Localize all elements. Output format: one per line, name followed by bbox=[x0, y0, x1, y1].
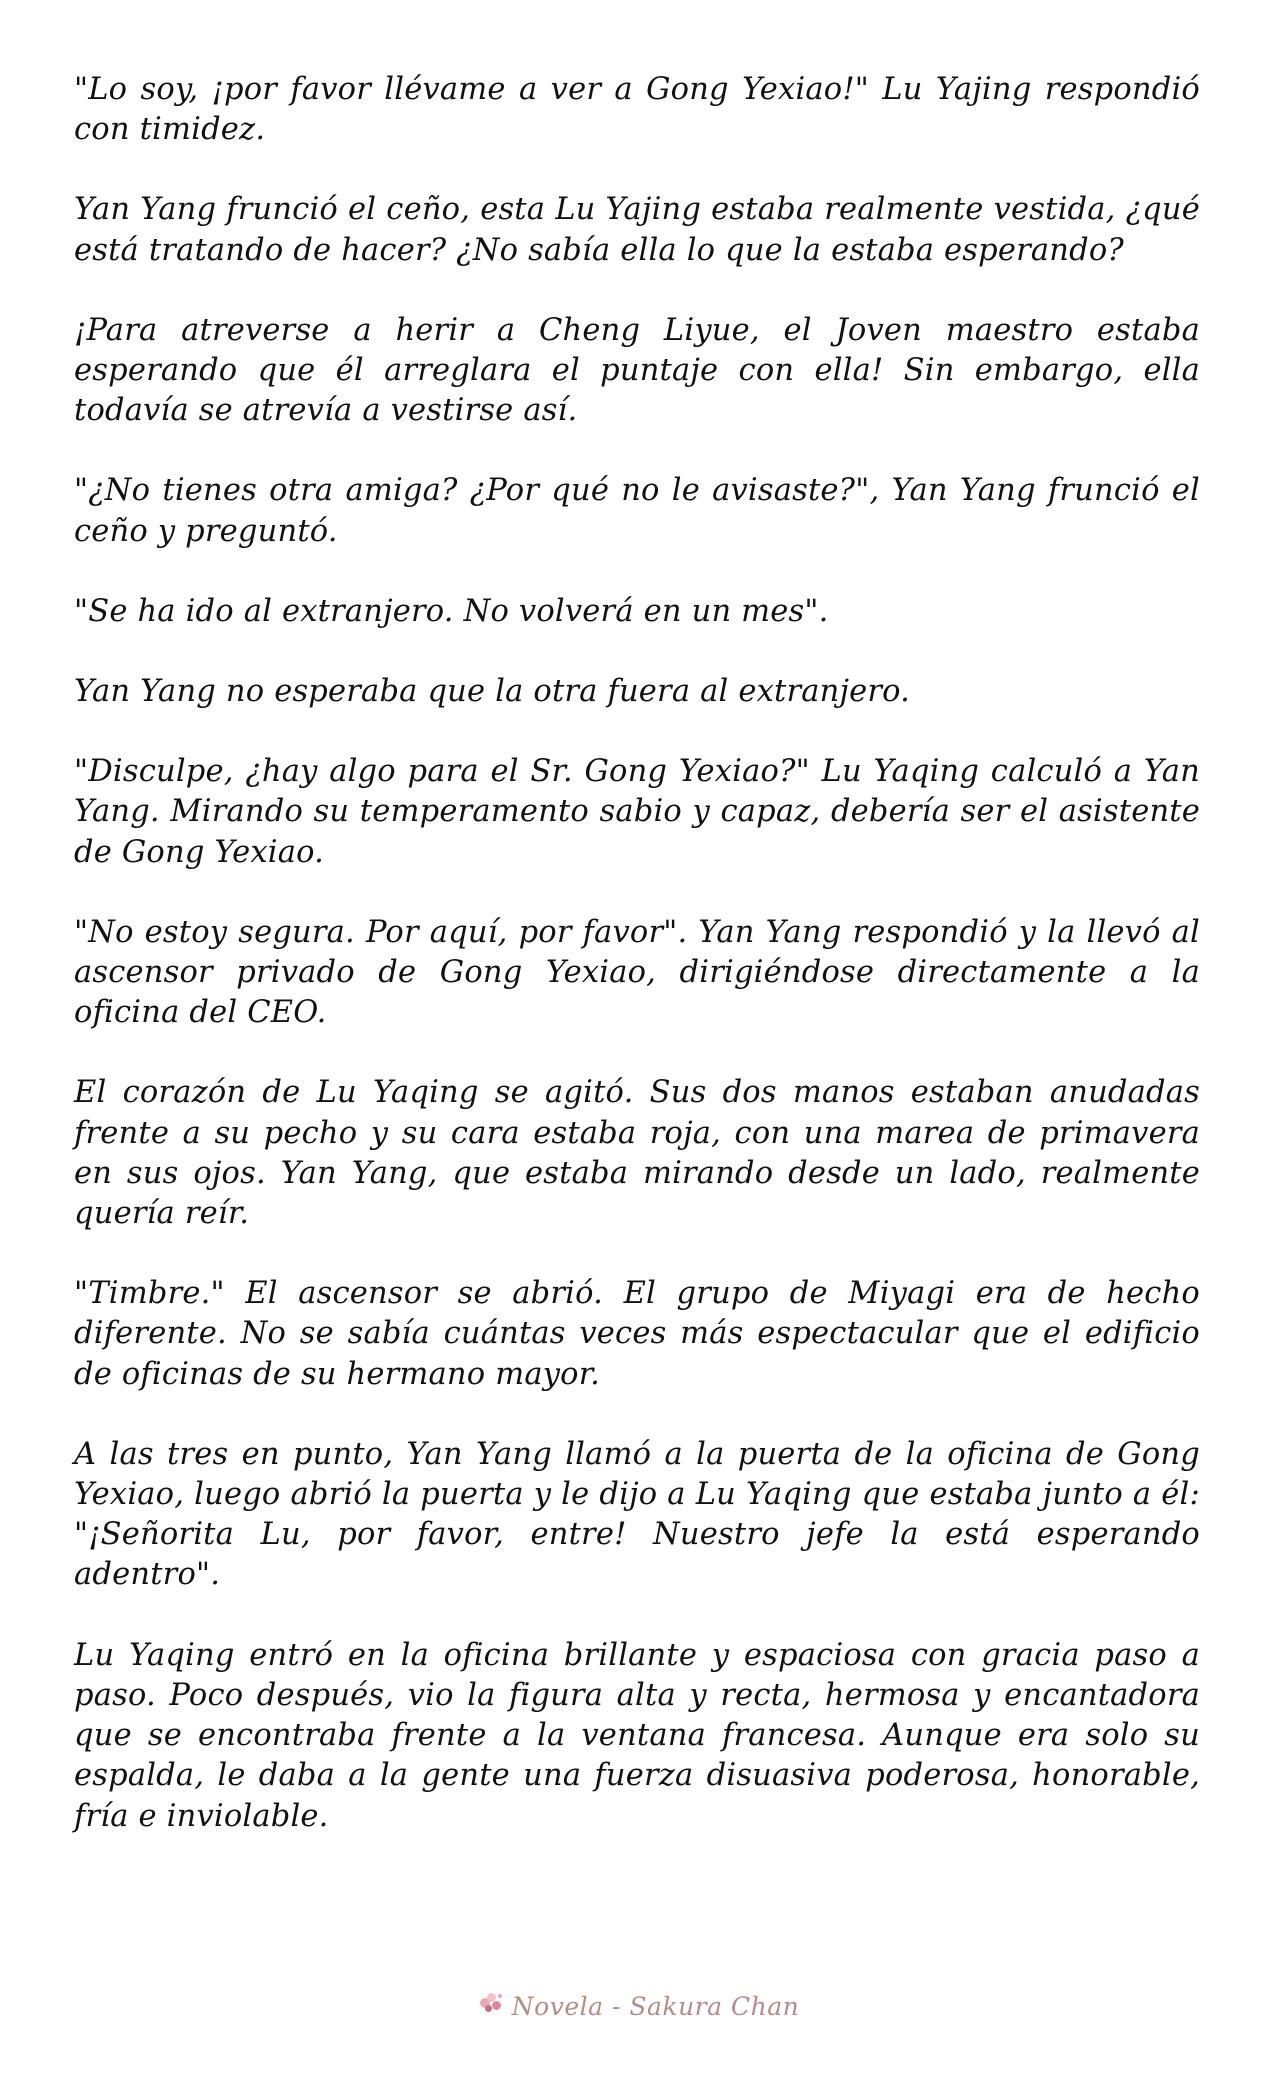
footer-watermark bbox=[0, 1990, 1275, 2021]
paragraph-9: El corazón de Lu Yaqing se agitó. Sus dos manos estaban anudadas frente a su pecho y su cara estaba roja, con una marea de primavera en sus ojos. Yan Yang, que estaba mirando desde un lado, realmente quería reír. bbox=[74, 1075, 1200, 1232]
paragraph-11: A las tres en punto, Yan Yang llamó a la puerta de la oficina de Gong Yexiao, luego abrió la puerta y le dijo a Lu Yaqing que estaba junto a él: "¡Señorita Lu, por favor, entre! Nuestro jefe la está esperando adentro". bbox=[74, 1436, 1200, 1593]
paragraph-5: "Se ha ido al extranjero. No volverá en un mes". bbox=[74, 593, 829, 629]
chapter-text bbox=[74, 70, 1200, 1877]
paragraph-12: Lu Yaqing entró en la oficina brillante y espaciosa con gracia paso a paso. Poco después, vio la figura alta y recta, hermosa y encantadora que se encontraba frente a la ventana francesa. Aunque era solo su espalda, le daba a la gente una fuerza disuasiva poderosa, honorable, fría e inviolable. bbox=[74, 1637, 1200, 1834]
paragraph-2: Yan Yang frunció el ceño, esta Lu Yajing estaba realmente vestida, ¿qué está tratando de hacer? ¿No sabía ella lo que la estaba esperando? bbox=[74, 192, 1200, 268]
paragraph-7: "Disculpe, ¿hay algo para el Sr. Gong Yexiao?" Lu Yaqing calculó a Yan Yang. Mirando su temperamento sabio y capaz, debería ser el asistente de Gong Yexiao. bbox=[74, 754, 1200, 870]
sakura-blossom-icon bbox=[476, 1990, 506, 2018]
paragraph-6: Yan Yang no esperaba que la otra fuera al extranjero. bbox=[74, 674, 911, 710]
paragraph-4: "¿No tienes otra amiga? ¿Por qué no le avisaste?", Yan Yang frunció el ceño y preguntó. bbox=[74, 473, 1200, 549]
paragraph-8: "No estoy segura. Por aquí, por favor". Yan Yang respondió y la llevó al ascensor privado de Gong Yexiao, dirigiéndose directamente a la oficina del CEO. bbox=[74, 914, 1200, 1031]
paragraph-3: ¡Para atreverse a herir a Cheng Liyue, el Joven maestro estaba esperando que él arreglara el puntaje con ella! Sin embargo, ella todavía se atrevía a vestirse así. bbox=[74, 312, 1200, 429]
paragraph-10: "Timbre." El ascensor se abrió. El grupo de Miyagi era de hecho diferente. No se sabía cuántas veces más espectacular que el edificio de oficinas de su hermano mayor. bbox=[74, 1276, 1200, 1392]
footer-text: Novela - Sakura Chan bbox=[511, 1992, 800, 2021]
paragraph-1: "Lo soy, ¡por favor llévame a ver a Gong Yexiao!" Lu Yajing respondió con timidez. bbox=[74, 72, 1200, 148]
